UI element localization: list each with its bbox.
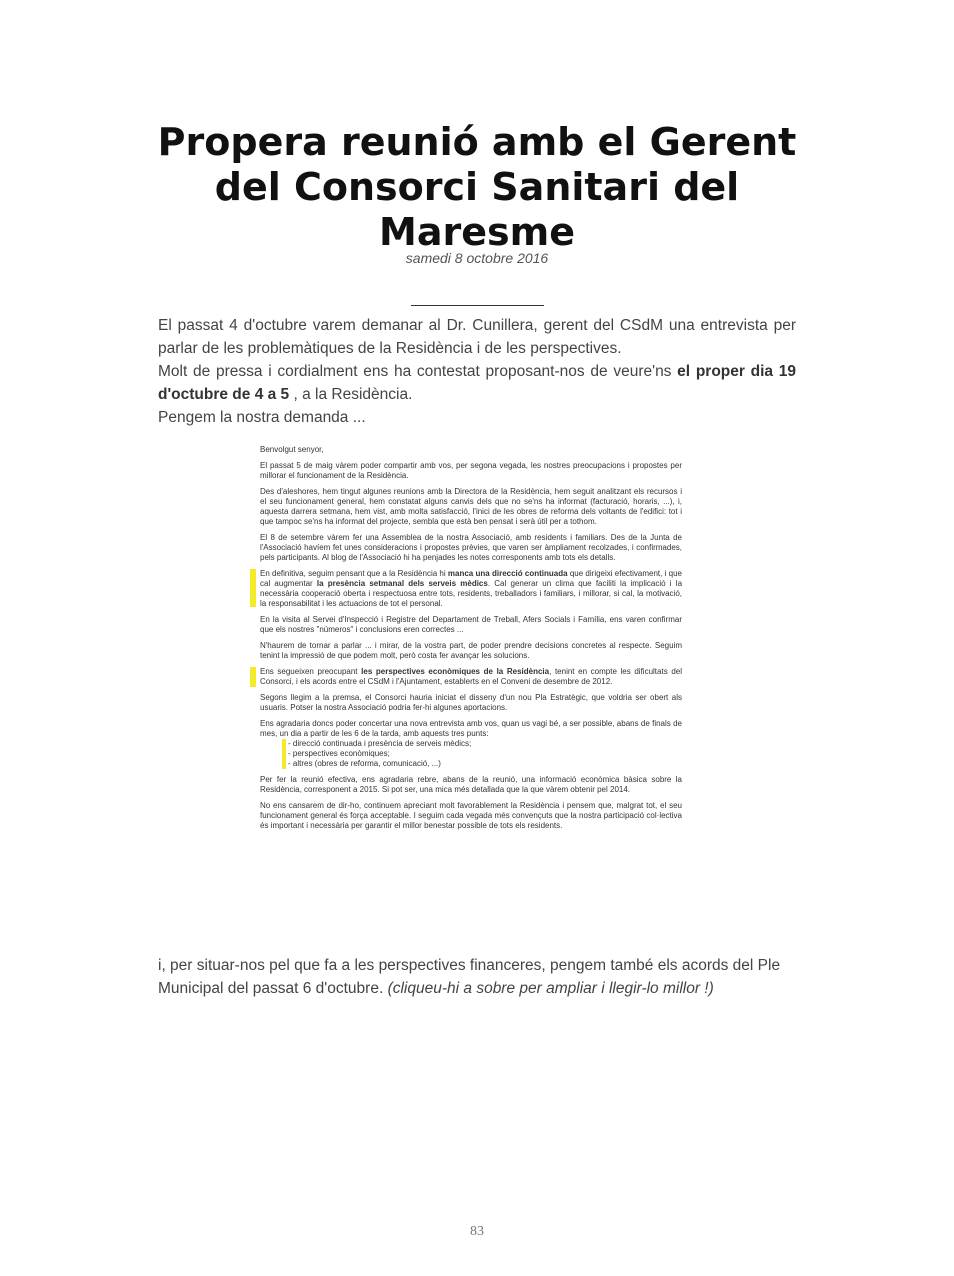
letter-paragraph: El 8 de setembre vàrem fer una Assemblea de la nostra Associació, amb residents i familiars. Des de la Junta de l'Associació havíem fet unes consideracions i propostes prèvies, que varen ser àmpliament recolzades, i confirmades, pels participants. Al blog de l'Associació hi ha penjades les notes corresponents amb tots els detalls.	[260, 533, 682, 562]
letter-bullet-list	[288, 739, 682, 769]
letter-bullet: - perspectives econòmiques;	[288, 749, 682, 759]
intro-paragraph-1: El passat 4 d'octubre varem demanar al Dr. Cunillera, gerent del CSdM una entrevista per parlar de les problemàtiques de la Residència i de les perspectives.	[158, 317, 796, 357]
letter-greeting: Benvolgut senyor,	[260, 445, 324, 454]
letter-paragraph: N'haurem de tornar a parlar ... i mirar, de la vostra part, de poder prendre decisions concretes al respecte. Seguim tenint la impressió de que podem molt, però costa fer avançar les solucions.	[260, 641, 682, 660]
letter-image[interactable]	[260, 445, 682, 900]
intro-p2-end: , a la Residència.	[289, 386, 413, 403]
closing-text	[158, 954, 798, 1000]
zoom-hint: (cliqueu-hi a sobre per ampliar i llegir-lo millor !)	[387, 980, 714, 997]
intro-text	[158, 314, 796, 429]
closing-sentence: i, per situar-nos pel que fa a les perspectives financeres, pengem també els acords del Ple Municipal del passat 6 d'octubre.	[158, 957, 781, 997]
intro-paragraph-2	[158, 360, 796, 406]
letter-paragraph: En la visita al Servei d'Inspecció i Registre del Departament de Treball, Afers Socials i Família, ens varen confirmar que els nostres "números" i conclusions eren correctes ...	[260, 615, 682, 634]
letter-paragraph: Segons llegim a la premsa, el Consorci hauria iniciat el disseny d'un nou Pla Estratègic, que voldria ser obert als usuaris. Potser la nostra Associació podria fer-hi algunes aportacions.	[260, 693, 682, 712]
page-number: 83	[470, 1224, 484, 1239]
letter-paragraph: Des d'aleshores, hem tingut algunes reunions amb la Directora de la Residència, hem seguit analitzant els recursos i el seu funcionament general, hem constatat alguns canvis dels que no se'ns ha informat (facturació, horaris, ...), i, aquesta darrera setmana, hem vist, amb molta satisfacció, l'inici de les obres de reforma dels voltants de l'edifici: tot i que tampoc se'ns ha informat del projecte, sembla que està ben pensat i serà útil per a tothom.	[260, 487, 682, 526]
letter-bullet: - direcció continuada i presència de serveis mèdics;	[288, 739, 682, 749]
letter-paragraph: No ens cansarem de dir-ho, continuem apreciant molt favorablement la Residència i pensem que, malgrat tot, el seu funcionament general és força acceptable. I seguim cada vegada més convençuts que la nostra participació col·lectiva és important i necessària per garantir el millor benestar possible de tots els residents.	[260, 801, 682, 830]
intro-paragraph-3: Pengem la nostra demanda ...	[158, 409, 366, 426]
divider	[411, 305, 544, 306]
post-date: samedi 8 octobre 2016	[405, 250, 549, 266]
highlight-mark	[250, 667, 256, 687]
letter-paragraph: Ens segueixen preocupant les perspectives econòmiques de la Residència, tenint en compte les dificultats del Consorci, i els acords entre el CSdM i l'Ajuntament, establerts en el Conveni de desembre de 2012.	[260, 667, 682, 687]
letter-paragraph: En definitiva, seguim pensant que a la Residència hi manca una direcció continuada que dirigeixi efectivament, i que cal augmentar la presència setmanal dels serveis mèdics. Cal generar un clima que faciliti la implicació i la necessària cooperació oberta i respectuosa entre tots, residents, treballadors i familiars, i millorar, si cal, la motivació, la responsabilitat i les actuacions de tot el personal.	[260, 569, 682, 609]
letter-bullet: - altres (obres de reforma, comunicació, ...)	[288, 759, 682, 769]
intro-p2-start: Molt de pressa i cordialment ens ha contestat proposant-nos de veure'ns	[158, 363, 678, 380]
letter-paragraph: Ens agradaria doncs poder concertar una nova entrevista amb vos, quan us vagi bé, a ser possible, abans de finals de mes, un dia a partir de les 6 de la tarda, amb aquests tres punts:	[260, 719, 682, 738]
page-title: Propera reunió amb el Gerent del Consorci Sanitari del Maresme	[157, 120, 797, 254]
highlight-mark	[282, 759, 286, 769]
letter-paragraph: El passat 5 de maig vàrem poder compartir amb vos, per segona vegada, les nostres preocupacions i propostes per millorar el funcionament de la Residència.	[260, 461, 682, 480]
letter-paragraph: Per fer la reunió efectiva, ens agradaria rebre, abans de la reunió, una informació econòmica bàsica sobre la Residència, corresponent a 2015. Si pot ser, una mica més detallada que la que vàrem obtenir pel 2014.	[260, 775, 682, 794]
highlight-mark	[282, 749, 286, 759]
meeting-date: el proper dia 19 d'octubre de 4 a 5	[158, 363, 797, 403]
highlight-mark	[250, 569, 256, 607]
highlight-mark	[282, 739, 286, 749]
